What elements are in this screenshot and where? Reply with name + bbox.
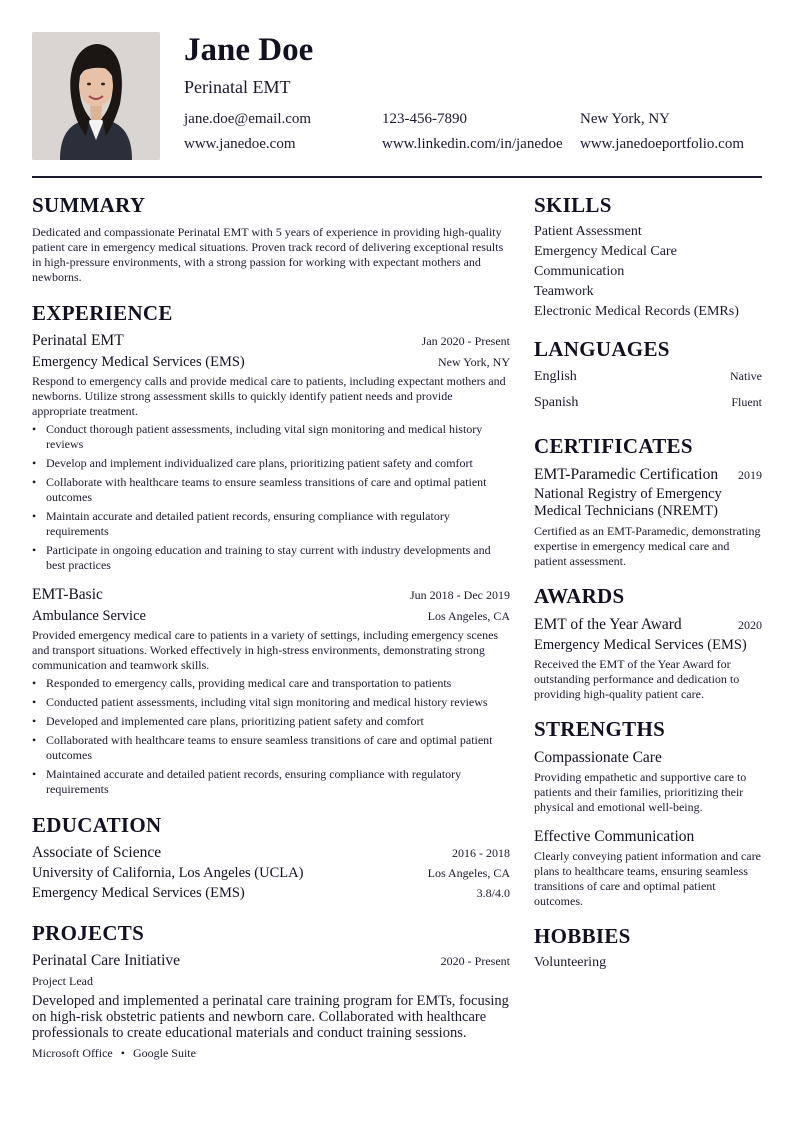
language-name: English xyxy=(534,369,577,384)
certificate-name: EMT-Paramedic Certification xyxy=(534,466,719,483)
section-title-projects: PROJECTS xyxy=(32,921,145,945)
header-divider xyxy=(32,176,762,178)
list-item: • Develop and implement individualized care plans, prioritizing patient safety and comfort xyxy=(32,456,510,471)
contact-email[interactable]: jane.doe@email.com xyxy=(184,111,312,127)
skills-section xyxy=(534,192,762,322)
job-company: Emergency Medical Services (EMS) xyxy=(32,354,245,370)
job-bullets xyxy=(32,676,510,797)
certificate-description: Certified as an EMT-Paramedic, demonstrating expertise in emergency medical care and patient assessment. xyxy=(534,524,761,568)
section-title-education: EDUCATION xyxy=(32,813,162,837)
strength-name: Compassionate Care xyxy=(534,749,662,766)
skill-item: Electronic Medical Records (EMRs) xyxy=(534,304,739,319)
list-item: • Developed and implemented care plans, prioritizing patient safety and comfort xyxy=(32,714,510,729)
section-title-awards: AWARDS xyxy=(534,584,625,608)
contact-location: New York, NY xyxy=(580,111,671,127)
certificates-section xyxy=(534,433,762,569)
tool-tag: Microsoft Office xyxy=(32,1046,113,1060)
award-description: Received the EMT of the Year Award for outstanding performance and dedication to providing high-quality patient care. xyxy=(534,657,740,701)
section-title-languages: LANGUAGES xyxy=(534,337,670,361)
profile-photo xyxy=(32,32,160,160)
tool-separator: • xyxy=(120,1046,125,1060)
strength-description: Providing empathetic and supportive care to patients and their families, prioritizing their physical and emotional well-being. xyxy=(534,770,747,814)
list-item: • Maintain accurate and detailed patient records, ensuring compliance with regulatory requirements xyxy=(32,509,510,539)
language-name: Spanish xyxy=(534,395,579,410)
strength-entry xyxy=(534,827,762,909)
section-title-skills: SKILLS xyxy=(534,193,612,217)
award-year: 2020 xyxy=(738,618,762,632)
certificate-issuer: National Registry of Emergency Medical Technicians (NREMT) xyxy=(534,486,722,519)
awards-section xyxy=(534,583,762,702)
contact-website[interactable]: www.janedoe.com xyxy=(184,136,296,152)
strength-name: Effective Communication xyxy=(534,828,695,845)
experience-entry xyxy=(32,331,510,573)
skill-item: Patient Assessment xyxy=(534,224,642,239)
candidate-role: Perinatal EMT xyxy=(184,77,291,97)
strengths-section xyxy=(534,716,762,909)
job-location: New York, NY xyxy=(437,355,510,369)
list-item: • Collaborate with healthcare teams to ensure seamless transitions of care and optimal patient outcomes xyxy=(32,475,510,505)
job-dates: Jun 2018 - Dec 2019 xyxy=(410,588,510,602)
list-item: • Conducted patient assessments, including vital sign monitoring and medical history reviews xyxy=(32,695,510,710)
education-degree: Associate of Science xyxy=(32,844,162,861)
section-title-certificates: CERTIFICATES xyxy=(534,434,693,458)
education-location: Los Angeles, CA xyxy=(427,866,510,880)
summary-text: Dedicated and compassionate Perinatal EMT with 5 years of experience in providing high-quality patient care in emergency medical situations. Proven track record of delivering exceptional results in high-pressure environments, with a strong passion for working with expectant mothers and newborns. xyxy=(32,225,504,284)
contact-linkedin[interactable]: www.linkedin.com/in/janedoe xyxy=(382,136,563,152)
experience-section xyxy=(32,300,510,797)
job-bullets xyxy=(32,422,510,573)
education-dates: 2016 - 2018 xyxy=(452,846,510,860)
experience-entry xyxy=(32,585,510,797)
award-name: EMT of the Year Award xyxy=(534,616,682,633)
list-item: • Responded to emergency calls, providing medical care and transportation to patients xyxy=(32,676,510,691)
section-title-summary: SUMMARY xyxy=(32,193,146,217)
project-name: Perinatal Care Initiative xyxy=(32,952,181,969)
contact-phone[interactable]: 123-456-7890 xyxy=(382,111,467,127)
side-column xyxy=(534,192,762,973)
section-title-experience: EXPERIENCE xyxy=(32,301,173,325)
summary-section xyxy=(32,192,510,285)
projects-section xyxy=(32,920,510,1061)
job-title: EMT-Basic xyxy=(32,586,103,603)
languages-section xyxy=(534,336,762,413)
job-description: Provided emergency medical care to patients in a variety of settings, including emergency scenes and transport situations. Worked effectively in high-stress environments, demonstrating strong communication and teamwork skills. xyxy=(32,628,499,672)
award-issuer: Emergency Medical Services (EMS) xyxy=(534,637,747,653)
job-location: Los Angeles, CA xyxy=(427,609,510,623)
strength-description: Clearly conveying patient information and care plans to healthcare teams, ensuring seamless transitions of care and optimal patient outcomes. xyxy=(534,849,761,908)
tool-tag: Google Suite xyxy=(132,1046,196,1060)
hobbies-section xyxy=(534,923,762,973)
list-item: • Conduct thorough patient assessments, including vital sign monitoring and medical history reviews xyxy=(32,422,510,452)
list-item: • Collaborated with healthcare teams to ensure seamless transitions of care and optimal patient outcomes xyxy=(32,733,510,763)
skill-item: Emergency Medical Care xyxy=(534,244,677,259)
language-level: Native xyxy=(730,369,762,383)
job-company: Ambulance Service xyxy=(32,608,146,624)
list-item: • Maintained accurate and detailed patient records, ensuring compliance with regulatory requirements xyxy=(32,767,510,797)
project-tools xyxy=(32,1046,510,1061)
job-title: Perinatal EMT xyxy=(32,332,124,349)
candidate-name: Jane Doe xyxy=(184,32,314,68)
section-title-hobbies: HOBBIES xyxy=(534,924,631,948)
project-dates: 2020 - Present xyxy=(440,954,510,968)
project-description: Developed and implemented a perinatal care training program for EMTs, focusing on high-risk obstetric patients and newborn care. Collaborated with healthcare professionals to create educational materials and conduct training sessions. xyxy=(32,993,509,1041)
main-column xyxy=(32,192,510,1061)
certificate-year: 2019 xyxy=(738,468,762,482)
language-row xyxy=(534,393,762,413)
education-school: University of California, Los Angeles (UCLA) xyxy=(32,865,304,881)
skill-item: Teamwork xyxy=(534,284,594,299)
job-description: Respond to emergency calls and provide medical care to patients, including expectant mothers and newborns. Utilize strong assessment skills to quickly identify patient needs and provide appropriate treatment. xyxy=(32,374,506,418)
contact-portfolio[interactable]: www.janedoeportfolio.com xyxy=(580,136,744,152)
education-gpa: 3.8/4.0 xyxy=(476,886,510,900)
language-level: Fluent xyxy=(731,395,762,409)
project-role: Project Lead xyxy=(32,974,93,988)
hobby-item: Volunteering xyxy=(534,955,607,970)
education-section xyxy=(32,812,510,903)
list-item: • Participate in ongoing education and training to stay current with industry developments and best practices xyxy=(32,543,510,573)
job-dates: Jan 2020 - Present xyxy=(421,334,510,348)
education-field: Emergency Medical Services (EMS) xyxy=(32,885,245,901)
skill-item: Communication xyxy=(534,264,625,279)
language-row xyxy=(534,367,762,387)
strength-entry xyxy=(534,748,762,815)
section-title-strengths: STRENGTHS xyxy=(534,717,666,741)
